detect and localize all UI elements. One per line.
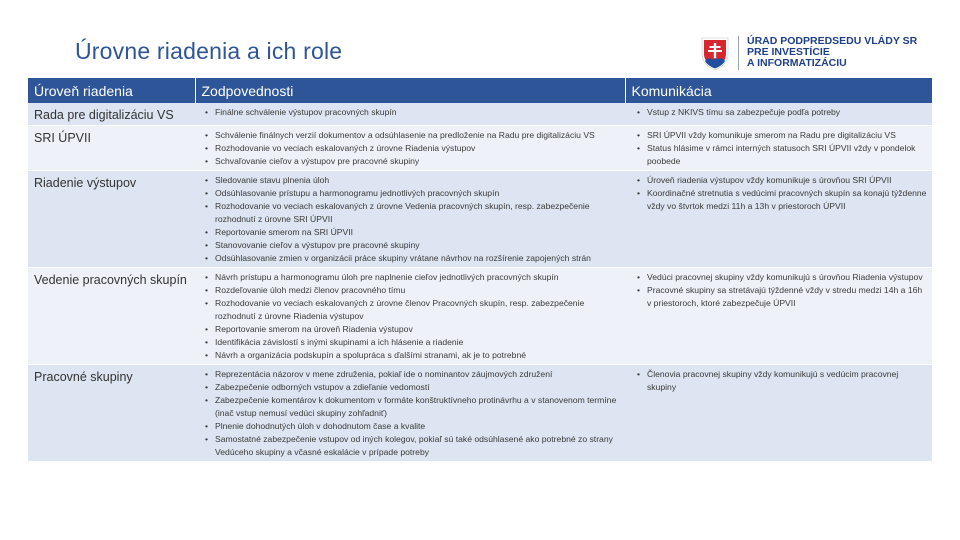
row-communication xyxy=(625,171,932,268)
communication-list xyxy=(635,129,928,168)
table-header-row xyxy=(28,78,932,103)
governance-table xyxy=(28,78,932,462)
row-responsibilities xyxy=(195,126,625,171)
responsibilities-list xyxy=(203,271,621,362)
communication-list xyxy=(635,368,928,394)
table-row xyxy=(28,365,932,462)
responsibility-item: • Návrh prístupu a harmonogramu úloh pre naplnenie cieľov jednotlivých pracovných skupín xyxy=(203,271,621,284)
communication-item: • Vedúci pracovnej skupiny vždy komunikujú s úrovňou Riadenia výstupov xyxy=(635,271,928,284)
communication-item: • Vstup z NKIVS tímu sa zabezpečuje podľa potreby xyxy=(635,106,928,119)
communication-item: • Členovia pracovnej skupiny vždy komunikujú s vedúcim pracovnej skupiny xyxy=(635,368,928,394)
responsibility-item: • Reportovanie smerom na úroveň Riadenia výstupov xyxy=(203,323,621,336)
responsibility-item: • Rozhodovanie vo veciach eskalovaných z úrovne Riadenia výstupov xyxy=(203,142,621,155)
communication-list xyxy=(635,174,928,213)
row-communication xyxy=(625,268,932,365)
responsibility-item: • Zabezpečenie komentárov k dokumentom v formáte konštruktívneho protinávrhu a v stanovenom termíne (inač vstup nemusí vedúci skupiny zohľadniť) xyxy=(203,394,621,420)
responsibilities-list xyxy=(203,106,621,119)
responsibility-item: • Identifikácia závislostí s inými skupinami a ich hlásenie a riadenie xyxy=(203,336,621,349)
responsibility-item: • Reprezentácia názorov v mene združenia, pokiaľ ide o nominantov záujmových združení xyxy=(203,368,621,381)
communication-item: • Koordinačné stretnutia s vedúcimi pracovných skupín sa konajú týždenne vždy vo štvrtok medzi 11h a 13h v priestoroch ÚPVII xyxy=(635,187,928,213)
responsibility-item: • Stanovovanie cieľov a výstupov pre pracovné skupiny xyxy=(203,239,621,252)
communication-item: • Pracovné skupiny sa stretávajú týždenné vždy v stredu medzi 14h a 16h v priestoroch, ktoré zabezpečuje ÚPVII xyxy=(635,284,928,310)
page-title: Úrovne riadenia a ich role xyxy=(75,38,343,64)
responsibility-item: • Samostatné zabezpečenie vstupov od iných kolegov, pokiaľ sú také odsúhlasené ako potrebné zo strany Vedúceho skupiny a včasné eskalácie v prípade potreby xyxy=(203,433,621,459)
office-name-line-2: PRE INVESTÍCIE xyxy=(747,46,830,58)
row-level: Pracovné skupiny xyxy=(28,365,195,462)
row-responsibilities xyxy=(195,171,625,268)
row-level: Riadenie výstupov xyxy=(28,171,195,268)
row-responsibilities xyxy=(195,365,625,462)
row-communication xyxy=(625,103,932,126)
responsibility-item: • Odsúhlasovanie prístupu a harmonogramu jednotlivých pracovných skupín xyxy=(203,187,621,200)
office-name-line-3: A INFORMATIZÁCIU xyxy=(747,57,847,69)
responsibility-item: • Odsúhlasovanie zmien v organizácii práce skupiny vrátane návrhov na rozšírenie zapojených strán xyxy=(203,252,621,265)
responsibility-item: • Plnenie dohodnutých úloh v dohodnutom čase a kvalite xyxy=(203,420,621,433)
header-communication: Komunikácia xyxy=(625,78,932,103)
table-row xyxy=(28,171,932,268)
responsibility-item: • Návrh a organizácia podskupín a spolupráca s ďalšími stranami, ak je to potrebné xyxy=(203,349,621,362)
communication-list xyxy=(635,271,928,310)
row-level: SRI ÚPVII xyxy=(28,126,195,171)
communication-item: • Úroveň riadenia výstupov vždy komunikuje s úrovňou SRI ÚPVII xyxy=(635,174,928,187)
logo-divider xyxy=(738,36,739,70)
responsibility-item: • Finálne schválenie výstupov pracovných skupín xyxy=(203,106,621,119)
responsibilities-list xyxy=(203,129,621,168)
office-name xyxy=(747,36,917,69)
header-responsibilities: Zodpovednosti xyxy=(195,78,625,103)
row-communication xyxy=(625,365,932,462)
office-name-line-1: ÚRAD PODPREDSEDU VLÁDY SR xyxy=(747,35,918,47)
communication-item: • SRI ÚPVII vždy komunikuje smerom na Radu pre digitalizáciu VS xyxy=(635,129,928,142)
table-row xyxy=(28,126,932,171)
responsibilities-list xyxy=(203,368,621,459)
table-row xyxy=(28,103,932,126)
table-row xyxy=(28,268,932,365)
row-level: Vedenie pracovných skupín xyxy=(28,268,195,365)
responsibility-item: • Zabezpečenie odborných vstupov a zdieľanie vedomostí xyxy=(203,381,621,394)
responsibility-item: • Reportovanie smerom na SRI ÚPVII xyxy=(203,226,621,239)
office-logo xyxy=(700,36,930,76)
row-responsibilities xyxy=(195,268,625,365)
row-responsibilities xyxy=(195,103,625,126)
slovak-coat-of-arms-icon xyxy=(700,36,730,72)
responsibilities-list xyxy=(203,174,621,265)
header-level: Úroveň riadenia xyxy=(28,78,195,103)
responsibility-item: • Schválenie finálnych verzií dokumentov a odsúhlasenie na predloženie na Radu pre digitalizáciu VS xyxy=(203,129,621,142)
responsibility-item: • Sledovanie stavu plnenia úloh xyxy=(203,174,621,187)
communication-item: • Status hlásime v rámci interných statusoch SRI ÚPVII vždy v pondelok poobede xyxy=(635,142,928,168)
responsibility-item: • Rozhodovanie vo veciach eskalovaných z úrovne členov Pracovných skupín, resp. zabezpečenie rozhodnutí z úrovne Riadenia výstupov xyxy=(203,297,621,323)
responsibility-item: • Schvaľovanie cieľov a výstupov pre pracovné skupiny xyxy=(203,155,621,168)
row-level: Rada pre digitalizáciu VS xyxy=(28,103,195,126)
communication-list xyxy=(635,106,928,119)
responsibility-item: • Rozhodovanie vo veciach eskalovaných z úrovne Vedenia pracovných skupín, resp. zabezpečenie rozhodnutí z úrovne SRI ÚPVII xyxy=(203,200,621,226)
responsibility-item: • Rozdeľovanie úloh medzi členov pracovného tímu xyxy=(203,284,621,297)
row-communication xyxy=(625,126,932,171)
